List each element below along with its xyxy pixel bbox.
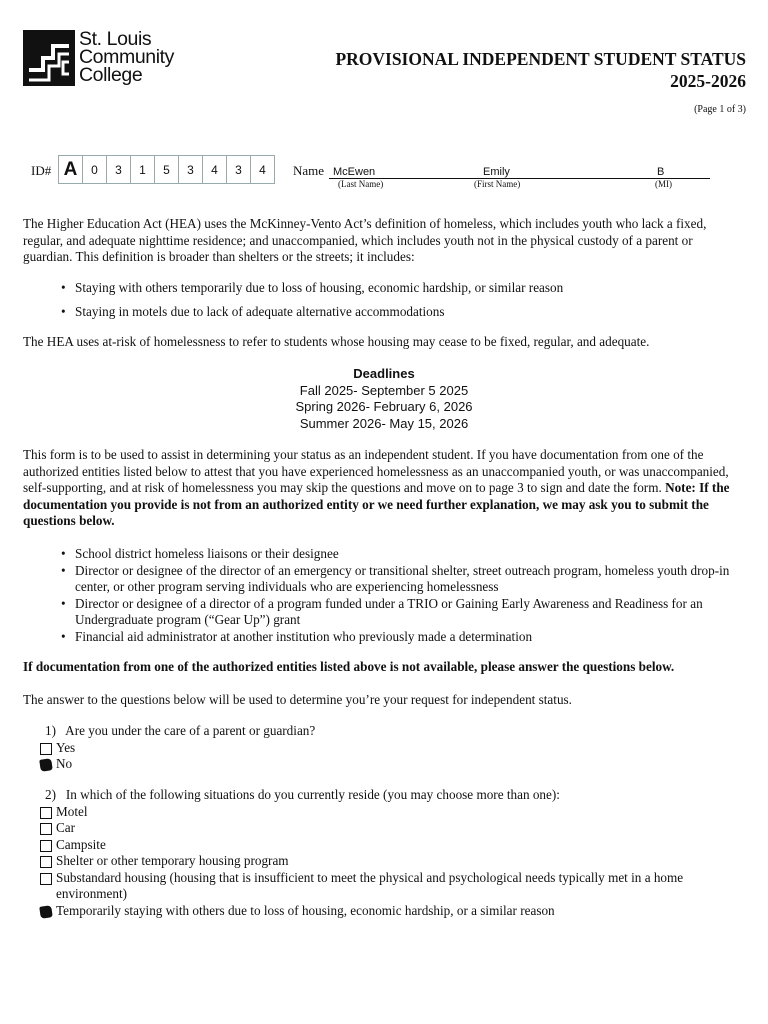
question-1-prompt: [23, 723, 745, 740]
authorized-entity-item: • Director or designee of the director of an emergency or transitional shelter, street outreach program, homeless youth drop-in center, or other program serving individuals who are experiencing homelessness: [23, 563, 745, 596]
question-1-number: 1): [45, 723, 56, 738]
college-logo-icon: [23, 30, 75, 86]
form-title: [335, 48, 746, 92]
name-label: Name: [293, 163, 325, 178]
form-purpose-text: This form is to be used to assist in determining your status as an independent student. If you have documentation from one of the authorized entities listed below to attest that you have experienced homelessness as an unaccompanied youth, or was unaccompanied, self-supporting, and at risk of homelessness you may skip the questions and move on to page 3 to sign and date the form.: [23, 447, 729, 495]
option-label: Motel: [56, 803, 88, 819]
form-title-line-1: PROVISIONAL INDEPENDENT STUDENT STATUS: [335, 49, 746, 69]
question-2-prompt: [23, 787, 745, 804]
id-char-box[interactable]: 4: [202, 155, 227, 184]
id-char-box[interactable]: 5: [154, 155, 179, 184]
deadline-item: Fall 2025- September 5 2025: [299, 382, 469, 398]
id-char-box[interactable]: 1: [130, 155, 155, 184]
authorized-entity-item: • Director or designee of a director of a program funded under a TRIO or Gaining Early Awareness and Readiness for an Undergraduate program (“Gear Up”) grant: [23, 596, 745, 629]
deadlines-heading: Deadlines: [353, 366, 415, 381]
homeless-examples-list: [23, 280, 745, 320]
id-char-box[interactable]: 0: [82, 155, 107, 184]
authorized-entities-list: [23, 546, 745, 645]
checkbox-checked[interactable]: [39, 758, 53, 772]
id-label: ID#: [31, 163, 52, 178]
deadline-item: Summer 2026- May 15, 2026: [299, 415, 469, 431]
option-motel[interactable]: [23, 804, 745, 821]
form-note: Note: If the documentation you provide is not from an authorized entity or we need further explanation, we may ask you to submit the questions below.: [23, 480, 730, 528]
option-shelter[interactable]: [23, 853, 745, 870]
first-name-caption: (First Name): [474, 179, 521, 189]
form-purpose-paragraph: [23, 447, 745, 530]
option-label: Car: [56, 820, 76, 835]
option-label: No: [56, 756, 73, 771]
last-name-caption: (Last Name): [338, 179, 384, 189]
checkbox-unchecked[interactable]: [40, 807, 52, 819]
option-label: Campsite: [56, 836, 106, 852]
question-2-text: In which of the following situations do you currently reside (you may choose more than one):: [65, 787, 560, 802]
first-name-field[interactable]: Emily: [483, 166, 510, 178]
id-char-box[interactable]: 3: [106, 155, 131, 184]
homeless-example-item: • Staying in motels due to lack of adequate alternative accommodations: [23, 304, 745, 321]
hea-definition-paragraph: The Higher Education Act (HEA) uses the McKinney-Vento Act’s definition of homeless, which includes youth who lack a fixed, regular, and adequate nighttime residence; and unaccompanied, which includes youth not in the physical custody of a parent or guardian. This definition is broader than shelters or the streets; it includes:: [23, 216, 707, 264]
checkbox-checked[interactable]: [39, 905, 53, 919]
id-char-box[interactable]: 3: [226, 155, 251, 184]
name-underline: [329, 166, 710, 179]
answers-note: The answer to the questions below will be used to determine you’re your request for independent status.: [23, 692, 572, 707]
id-char-box[interactable]: A: [58, 155, 83, 184]
deadlines-section: [0, 366, 768, 432]
question-2-number: 2): [45, 787, 56, 802]
option-staying-with-others[interactable]: [23, 903, 745, 920]
college-logo: [23, 30, 193, 92]
option-label: Yes: [56, 739, 76, 755]
id-char-box[interactable]: 4: [250, 155, 275, 184]
form-title-year: 2025-2026: [670, 71, 746, 91]
checkbox-unchecked[interactable]: [40, 743, 52, 755]
question-1: [23, 723, 745, 773]
middle-initial-caption: (MI): [655, 179, 672, 189]
option-campsite[interactable]: [23, 837, 745, 854]
option-car[interactable]: [23, 820, 745, 837]
question-2: [23, 787, 745, 919]
id-char-box[interactable]: 3: [178, 155, 203, 184]
at-risk-paragraph: The HEA uses at-risk of homelessness to refer to students whose housing may cease to be fixed, regular, and adequate.: [23, 334, 650, 349]
checkbox-unchecked[interactable]: [40, 823, 52, 835]
option-label: Shelter or other temporary housing program: [56, 853, 289, 868]
logo-line-3: College: [79, 64, 143, 86]
logo-line-2: Community: [79, 46, 175, 68]
page-number: (Page 1 of 3): [694, 104, 746, 115]
option-yes[interactable]: [23, 740, 745, 757]
authorized-entity-item: • Financial aid administrator at another institution who previously made a determination: [23, 629, 745, 646]
logo-line-1: St. Louis: [79, 28, 152, 50]
checkbox-unchecked[interactable]: [40, 873, 52, 885]
option-label: Substandard housing (housing that is insufficient to meet the physical and psychological needs typically met in a home environment): [56, 869, 684, 901]
student-id-field[interactable]: [58, 155, 274, 184]
checkbox-unchecked[interactable]: [40, 840, 52, 852]
question-1-text: Are you under the care of a parent or guardian?: [65, 723, 316, 738]
authorized-entity-item: • School district homeless liaisons or their designee: [23, 546, 745, 563]
deadline-item: Spring 2026- February 6, 2026: [295, 399, 473, 414]
option-no[interactable]: [23, 756, 745, 773]
option-substandard-housing[interactable]: [23, 870, 745, 903]
homeless-example-item: • Staying with others temporarily due to loss of housing, economic hardship, or similar reason: [23, 280, 745, 297]
middle-initial-field[interactable]: B: [657, 166, 665, 178]
checkbox-unchecked[interactable]: [40, 856, 52, 868]
last-name-field[interactable]: McEwen: [333, 166, 376, 178]
no-documentation-instruction: If documentation from one of the authorized entities listed above is not available, please answer the questions below.: [23, 659, 675, 674]
option-label: Temporarily staying with others due to loss of housing, economic hardship, or a similar reason: [56, 902, 555, 918]
